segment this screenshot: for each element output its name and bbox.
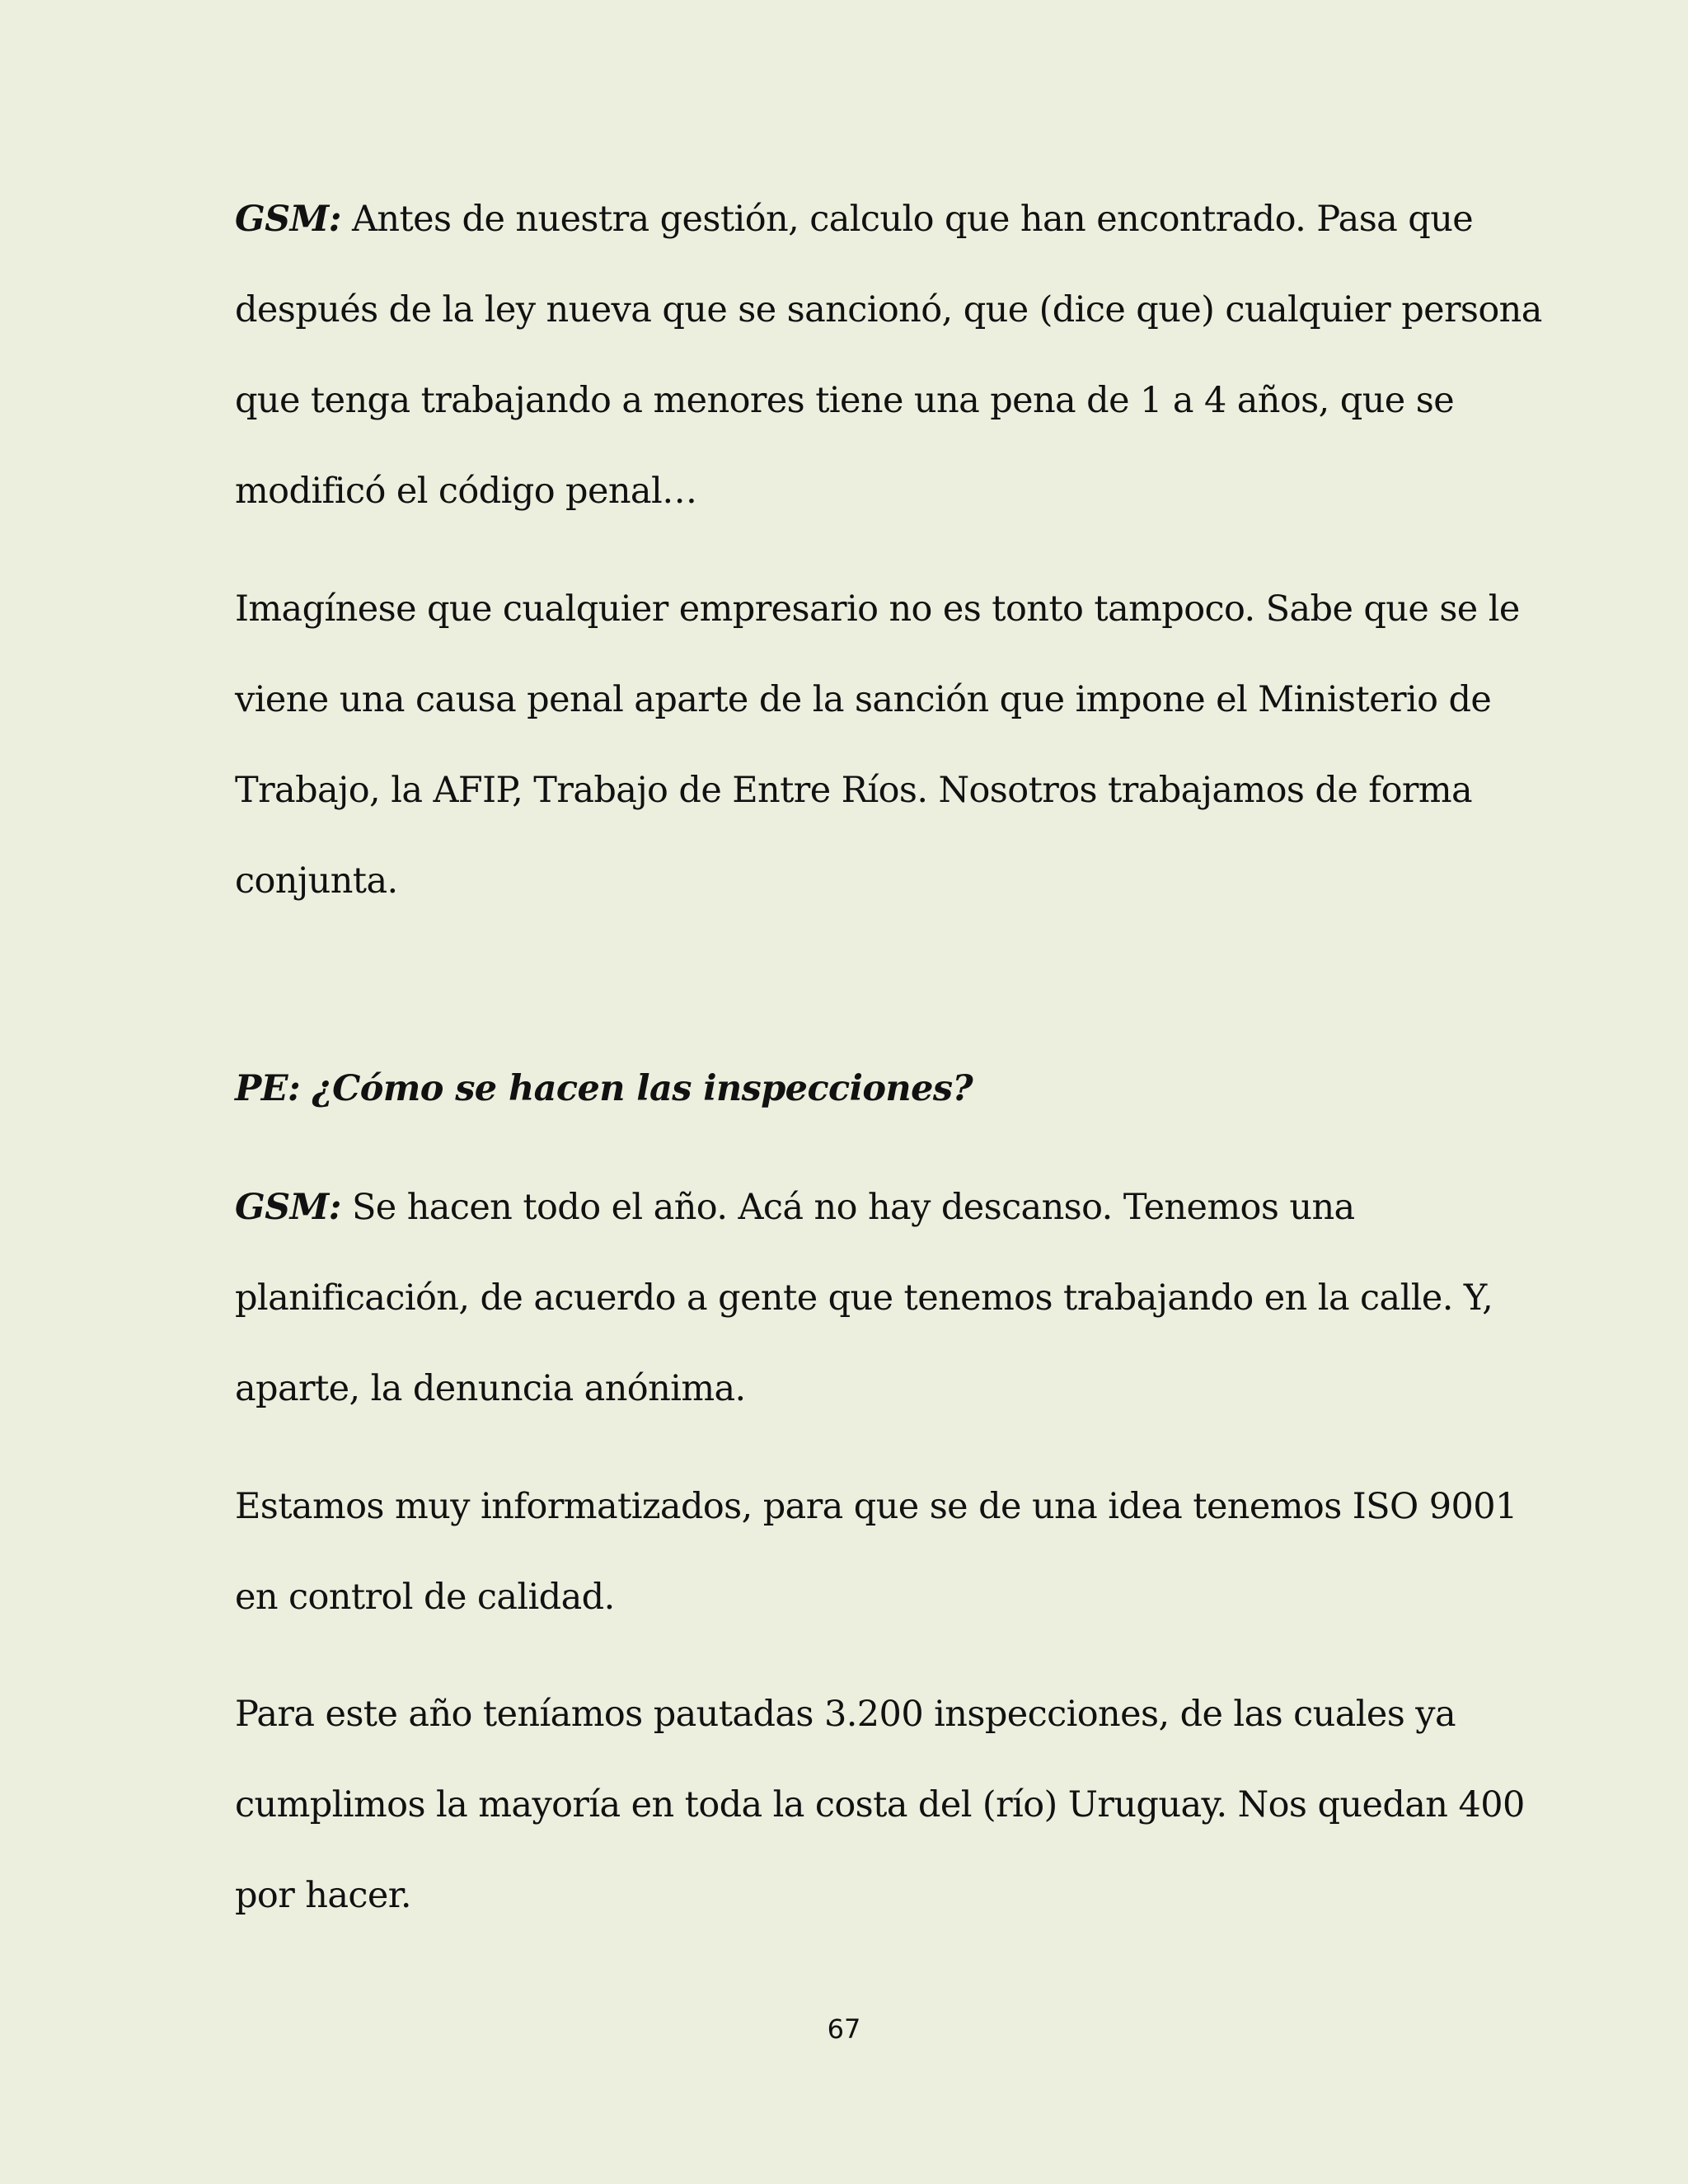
answer-paragraph-5	[235, 1669, 1525, 1941]
text-line: conjunta.	[235, 860, 398, 902]
text-line: en control de calidad.	[235, 1577, 615, 1618]
speaker-label: GSM:	[235, 199, 341, 240]
text-line: Estamos muy informatizados, para que se de una idea tenemos ISO 9001	[235, 1486, 1517, 1527]
document-page	[235, 0, 1542, 2184]
text-line: Antes de nuestra gestión, calculo que han encontrado. Pasa que	[351, 199, 1474, 240]
answer-paragraph-1	[235, 174, 1542, 537]
text-line: Imagínese que cualquier empresario no es tonto tampoco. Sabe que se le	[235, 588, 1520, 630]
text-line: modificó el código penal…	[235, 471, 697, 512]
text-line: aparte, la denuncia anónima.	[235, 1368, 746, 1409]
answer-paragraph-3	[235, 1162, 1493, 1434]
interview-question: PE: ¿Cómo se hacen las inspecciones?	[235, 1068, 973, 1109]
page-number: 67	[827, 2013, 861, 2045]
text-line: después de la ley nueva que se sancionó, que (dice que) cualquier persona	[235, 289, 1542, 330]
text-line: Se hacen todo el año. Acá no hay descanso. Tenemos una	[351, 1187, 1355, 1228]
speaker-label: GSM:	[235, 1187, 341, 1228]
text-line: Para este año teníamos pautadas 3.200 inspecciones, de las cuales ya	[235, 1694, 1456, 1735]
text-line: cumplimos la mayoría en toda la costa del (río) Uruguay. Nos quedan 400	[235, 1784, 1525, 1825]
text-line: planificación, de acuerdo a gente que tenemos trabajando en la calle. Y,	[235, 1277, 1493, 1319]
text-line: viene una causa penal aparte de la sanción que impone el Ministerio de	[235, 679, 1492, 720]
answer-paragraph-2	[235, 564, 1520, 926]
text-line: por hacer.	[235, 1875, 411, 1916]
text-line: Trabajo, la AFIP, Trabajo de Entre Ríos. Nosotros trabajamos de forma	[235, 770, 1473, 811]
text-line: que tenga trabajando a menores tiene una pena de 1 a 4 años, que se	[235, 380, 1455, 421]
answer-paragraph-4	[235, 1461, 1517, 1643]
